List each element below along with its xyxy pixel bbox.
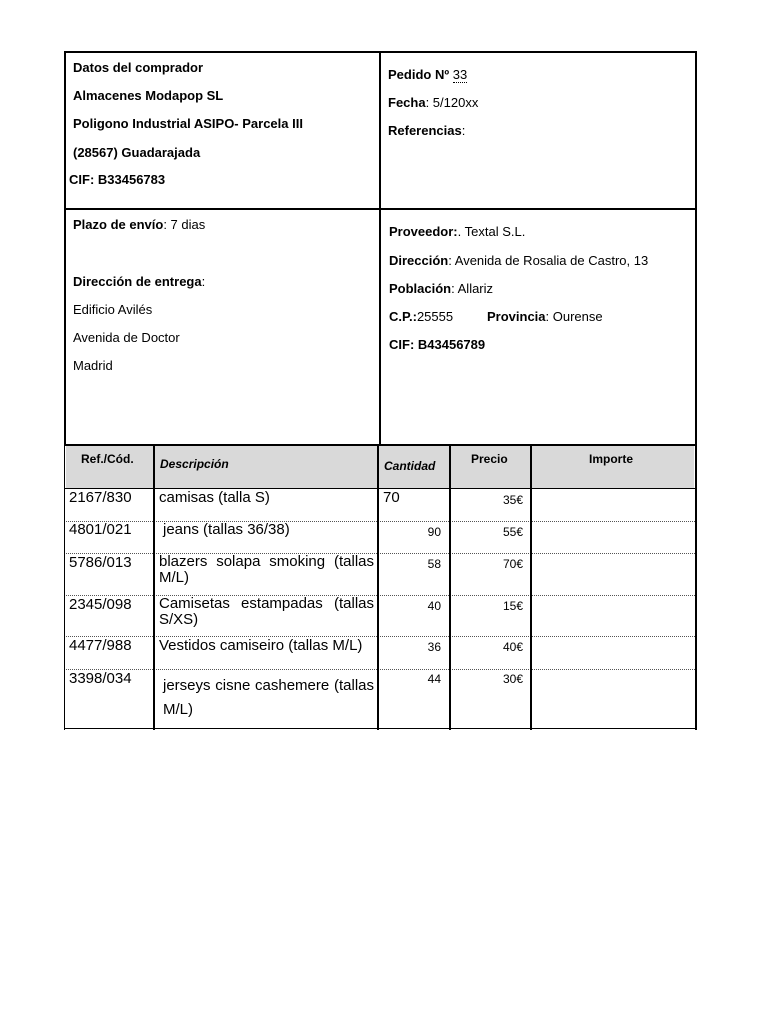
shipping-term: : 7 dias — [163, 217, 206, 232]
shipping-term-line — [73, 217, 205, 232]
supplier-town-label: Población — [389, 281, 452, 296]
order-number-line — [388, 67, 467, 82]
row-3-price: 70€ — [502, 557, 523, 571]
row-4-ref: 2345/098 — [69, 596, 132, 613]
row-4-quantity: 40 — [427, 599, 441, 613]
table-col-qty — [377, 444, 379, 730]
supplier-name-label: Proveedor: — [389, 224, 458, 239]
order-date: : 5/120xx — [425, 95, 479, 110]
table-col-right — [695, 444, 697, 730]
table-col-left — [64, 444, 65, 730]
left-border — [64, 51, 66, 445]
order-number-label: Pedido Nº — [388, 67, 450, 82]
row-3-description: blazers solapa smoking (tallas M/L) — [159, 553, 374, 586]
header-quantity: Cantidad — [384, 459, 436, 473]
delivery-colon: : — [201, 274, 206, 289]
delivery-line-2: Avenida de Doctor — [73, 330, 180, 345]
row-2-ref: 4801/021 — [69, 521, 132, 538]
row-divider-5 — [64, 669, 697, 670]
row-4-description: Camisetas estampadas (tallas S/XS) — [159, 595, 374, 628]
order-references: : — [461, 123, 466, 138]
table-col-amount — [530, 444, 532, 730]
row-5-quantity: 36 — [427, 640, 441, 654]
table-bottom-border — [64, 728, 697, 729]
row-3-quantity: 58 — [427, 557, 441, 571]
row-5-ref: 4477/988 — [69, 637, 132, 654]
row-1-price: 35€ — [502, 493, 523, 507]
table-col-price — [449, 444, 451, 730]
supplier-province-label: Provincia — [487, 309, 546, 324]
row-6-description: jerseys cisne cashemere (tallas M/L) — [163, 677, 374, 718]
supplier-address-line — [389, 253, 648, 268]
supplier-cp-line — [389, 309, 453, 324]
table-col-desc — [153, 444, 155, 730]
buyer-city: (28567) Guadarajada — [73, 145, 201, 160]
header-description: Descripción — [160, 457, 229, 471]
supplier-town: : Allariz — [451, 281, 494, 296]
header-ref: Ref./Cód. — [81, 452, 134, 466]
order-references-label: Referencias — [388, 123, 462, 138]
delivery-line-1: Edificio Avilés — [73, 302, 153, 317]
delivery-line — [73, 274, 205, 289]
order-date-label: Fecha — [388, 95, 426, 110]
row-5-price: 40€ — [502, 640, 523, 654]
buyer-cif: CIF: B33456783 — [69, 172, 166, 187]
row-5-description: Vestidos camiseiro (tallas M/L) — [159, 637, 363, 654]
supplier-cp: 25555 — [416, 309, 454, 324]
table-top-border — [64, 444, 697, 446]
delivery-line-3: Madrid — [73, 358, 113, 373]
supplier-province-line — [487, 309, 603, 324]
center-divider — [379, 51, 381, 445]
delivery-label: Dirección de entrega — [73, 274, 202, 289]
row-2-description: jeans (tallas 36/38) — [163, 521, 290, 538]
header-amount: Importe — [589, 452, 634, 466]
header-price: Precio — [471, 452, 508, 466]
row-6-price: 30€ — [502, 672, 523, 686]
row-1-description: camisas (talla S) — [159, 489, 270, 506]
row-divider-1 — [64, 521, 697, 522]
order-number: 33 — [452, 67, 468, 82]
order-date-line — [388, 95, 478, 110]
supplier-province: : Ourense — [545, 309, 603, 324]
order-references-line — [388, 123, 465, 138]
row-2-quantity: 90 — [427, 525, 441, 539]
right-border — [695, 51, 697, 445]
row-4-price: 15€ — [502, 599, 523, 613]
buyer-address: Poligono Industrial ASIPO- Parcela III — [73, 116, 303, 131]
supplier-town-line — [389, 281, 493, 296]
row-2-price: 55€ — [502, 525, 523, 539]
supplier-cif: CIF: B43456789 — [389, 337, 486, 352]
supplier-cp-label: C.P.: — [389, 309, 417, 324]
row-6-quantity: 44 — [427, 672, 441, 686]
supplier-name: . Textal S.L. — [457, 224, 526, 239]
supplier-address: : Avenida de Rosalia de Castro, 13 — [448, 253, 649, 268]
row-1-ref: 2167/830 — [69, 489, 132, 506]
row-3-ref: 5786/013 — [69, 554, 132, 571]
supplier-address-label: Dirección — [389, 253, 449, 268]
buyer-title: Datos del comprador — [73, 60, 204, 75]
supplier-name-line — [389, 224, 525, 239]
row-6-ref: 3398/034 — [69, 670, 132, 687]
shipping-term-label: Plazo de envío — [73, 217, 164, 232]
buyer-name: Almacenes Modapop SL — [73, 88, 224, 103]
row-1-quantity: 70 — [383, 489, 400, 506]
